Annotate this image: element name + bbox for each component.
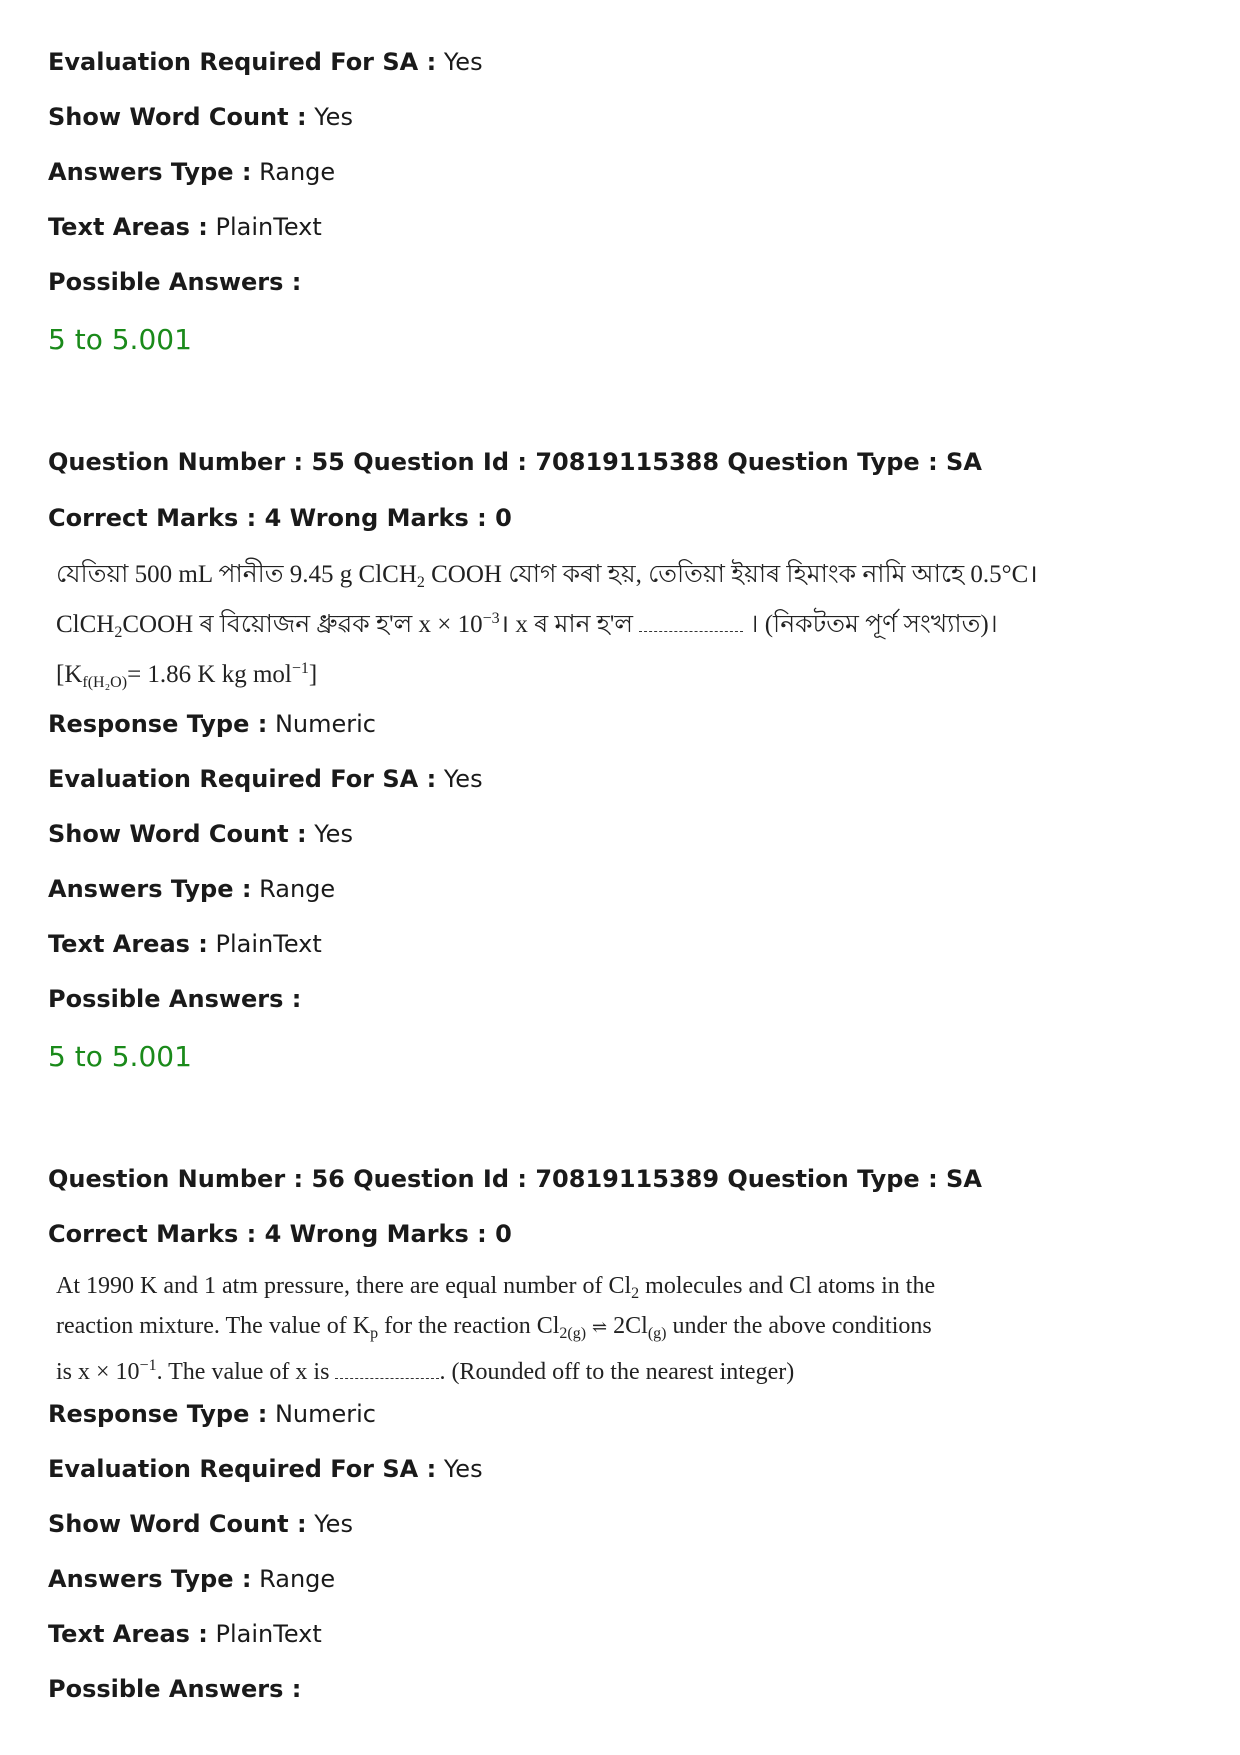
word-count-row	[48, 1508, 353, 1540]
text-areas-label: Text Areas :	[48, 930, 208, 958]
text-segment: । x ৰ মান হ'ল	[499, 611, 634, 638]
response-type-value: Numeric	[274, 1400, 376, 1428]
question-type-label: Question Type :	[727, 448, 938, 476]
question-header-56	[48, 1163, 982, 1195]
possible-answers-label: Possible Answers :	[48, 1675, 302, 1703]
subscript: 2	[631, 1285, 640, 1302]
answers-type-value: Range	[259, 1565, 336, 1593]
text-segment: is x × 10	[56, 1359, 140, 1385]
question-id-value: 70819115389	[535, 1165, 720, 1193]
superscript: −1	[291, 660, 309, 677]
answers-type-value: Range	[259, 158, 336, 186]
question-text-56	[56, 1270, 935, 1388]
text-segment: যেতিয়া 500 mL পানীত 9.45 g ClCH	[56, 561, 417, 588]
correct-marks-value: 4	[264, 1220, 282, 1248]
evaluation-row	[48, 46, 483, 78]
correct-marks-label: Correct Marks :	[48, 504, 257, 532]
text-segment: for the reaction Cl	[384, 1313, 560, 1339]
answer-blank	[639, 613, 743, 632]
question-number-label: Question Number :	[48, 1165, 304, 1193]
correct-marks-label: Correct Marks :	[48, 1220, 257, 1248]
question-type-value: SA	[946, 1165, 982, 1193]
evaluation-value: Yes	[443, 1455, 483, 1483]
question-line	[56, 1350, 935, 1388]
evaluation-row	[48, 763, 483, 795]
text-segment: molecules and Cl atoms in the	[645, 1273, 936, 1299]
text-segment: COOH ৰ বিয়োজন ধ্ৰুৱক হ'ল x × 10	[122, 611, 483, 638]
subscript: f(H₂O)	[82, 674, 128, 691]
text-segment: [K	[56, 661, 83, 688]
text-areas-label: Text Areas :	[48, 1620, 208, 1648]
evaluation-row	[48, 1453, 483, 1485]
text-areas-value: PlainText	[215, 930, 322, 958]
question-line	[56, 557, 1038, 601]
text-areas-row	[48, 928, 322, 960]
text-segment: under the above conditions	[672, 1313, 932, 1339]
text-segment: ]	[308, 661, 318, 688]
text-segment: COOH যোগ কৰা হয়, তেতিয়া ইয়াৰ হিমাংক নামি আহে 0.5°C।	[431, 561, 1038, 588]
answers-type-row	[48, 873, 335, 905]
response-type-label: Response Type :	[48, 1400, 268, 1428]
response-type-row	[48, 1398, 376, 1430]
evaluation-label: Evaluation Required For SA :	[48, 1455, 437, 1483]
possible-answers-row	[48, 983, 301, 1015]
text-segment: = 1.86 K kg mol	[127, 661, 292, 688]
text-areas-value: PlainText	[215, 213, 322, 241]
text-segment: At 1990 K and 1 atm pressure, there are equal number of Cl	[56, 1273, 632, 1299]
possible-answer-value: 5 to 5.001	[48, 1040, 192, 1073]
wrong-marks-label: Wrong Marks :	[289, 1220, 487, 1248]
response-type-value: Numeric	[274, 710, 376, 738]
wrong-marks-value: 0	[495, 504, 512, 532]
subscript: p	[370, 1325, 379, 1342]
question-type-label: Question Type :	[727, 1165, 938, 1193]
evaluation-label: Evaluation Required For SA :	[48, 765, 437, 793]
evaluation-label: Evaluation Required For SA :	[48, 48, 437, 76]
question-line	[56, 651, 1038, 701]
text-segment: . (Rounded off to the nearest integer)	[439, 1359, 795, 1385]
question-number-label: Question Number :	[48, 448, 304, 476]
question-id-label: Question Id :	[353, 1165, 527, 1193]
word-count-value: Yes	[314, 103, 353, 131]
word-count-row	[48, 101, 353, 133]
text-areas-value: PlainText	[215, 1620, 322, 1648]
wrong-marks-label: Wrong Marks :	[289, 504, 487, 532]
answer-blank	[335, 1360, 439, 1379]
question-line	[56, 601, 1038, 651]
possible-answer-value: 5 to 5.001	[48, 323, 192, 356]
possible-answers-row	[48, 1673, 301, 1705]
possible-answers-label: Possible Answers :	[48, 268, 302, 296]
question-number-value: 55	[311, 448, 345, 476]
equilibrium-arrow: ⇌	[592, 1317, 608, 1337]
subscript: 2(g)	[559, 1325, 587, 1342]
text-areas-row	[48, 211, 322, 243]
marks-row-56	[48, 1218, 512, 1250]
correct-marks-value: 4	[264, 504, 282, 532]
answers-type-row	[48, 156, 335, 188]
answers-type-label: Answers Type :	[48, 1565, 252, 1593]
question-line	[56, 1270, 935, 1310]
question-type-value: SA	[946, 448, 982, 476]
superscript: −3	[482, 610, 500, 627]
question-text-55	[56, 557, 1038, 701]
question-line	[56, 1310, 935, 1350]
subscript: (g)	[647, 1325, 667, 1342]
marks-row-55	[48, 502, 512, 534]
response-type-label: Response Type :	[48, 710, 268, 738]
subscript: 2	[416, 574, 425, 591]
word-count-label: Show Word Count :	[48, 103, 307, 131]
text-segment: . The value of x is	[156, 1359, 330, 1385]
word-count-value: Yes	[314, 820, 353, 848]
possible-answers-label: Possible Answers :	[48, 985, 302, 1013]
text-areas-row	[48, 1618, 322, 1650]
question-number-value: 56	[311, 1165, 345, 1193]
text-segment: ClCH	[56, 611, 115, 638]
word-count-value: Yes	[314, 1510, 353, 1538]
question-id-value: 70819115388	[535, 448, 720, 476]
text-segment: 2Cl	[613, 1313, 648, 1339]
text-areas-label: Text Areas :	[48, 213, 208, 241]
wrong-marks-value: 0	[495, 1220, 512, 1248]
word-count-row	[48, 818, 353, 850]
evaluation-value: Yes	[443, 48, 483, 76]
text-segment: । (নিকটতম পূৰ্ণ সংখ্যাত)।	[749, 611, 998, 638]
question-id-label: Question Id :	[353, 448, 527, 476]
superscript: −1	[139, 1357, 157, 1374]
question-header-55	[48, 446, 982, 478]
possible-answers-row	[48, 266, 301, 298]
subscript: 2	[114, 624, 123, 641]
answers-type-label: Answers Type :	[48, 875, 252, 903]
evaluation-value: Yes	[443, 765, 483, 793]
answers-type-label: Answers Type :	[48, 158, 252, 186]
word-count-label: Show Word Count :	[48, 820, 307, 848]
answers-type-row	[48, 1563, 335, 1595]
word-count-label: Show Word Count :	[48, 1510, 307, 1538]
answers-type-value: Range	[259, 875, 336, 903]
response-type-row	[48, 708, 376, 740]
text-segment: reaction mixture. The value of K	[56, 1313, 371, 1339]
